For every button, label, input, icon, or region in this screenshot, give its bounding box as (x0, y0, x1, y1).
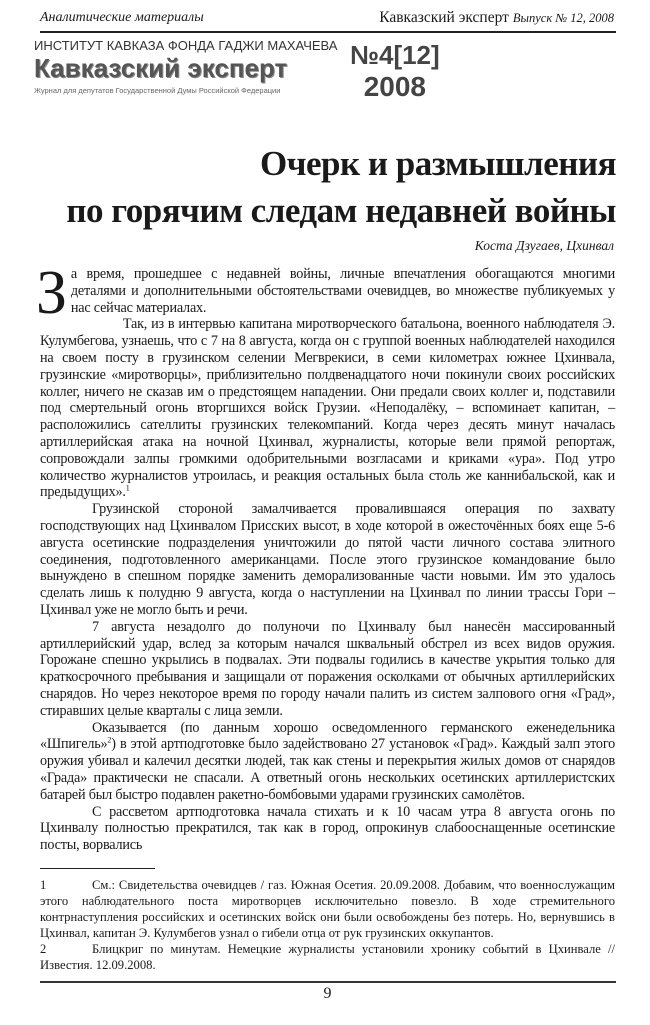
paragraph (36, 259, 615, 327)
page-number: 9 (323, 984, 332, 1002)
footnote-text: См.: Свидетельства очевидцев / газ. Южная Осетия. 20.09.2008. Добавим, что военнослужащим этого наблюдательного поста миротворцев исключительно повезло. В ходе стремительного контрнаступления российских и осетинских войск они были освобождены без потерь. Но, вернувшись в Цхинвал, капитан Э. Кулумбегов узнал о гибели отца от рук грузинских оккупантов. (40, 877, 615, 940)
paragraph-text: а время, прошедшее с недавней войны, личные впечатления обогащаются многими деталями и дополнительными обстоятельствами очевидцев, во множестве публикуемых у нас сейчас материалах. (70, 266, 615, 316)
journal-name: Кавказский эксперт (379, 9, 509, 26)
drop-cap: З (36, 259, 67, 327)
paragraph-text: ) в этой артподготовке было задействовано 27 установок «Град». Каждый залп этого оружия убивал и калечил десятки людей, так как стены и перекрытия жилых домов от снарядов «Града» практически не спасали. А ответный огонь нескольких осетинских артиллеристских батарей был быстро подавлен ракетно-бомбовыми ударами грузинских самолётов. (40, 736, 615, 803)
article-author: Коста Дзугаев, Цхинвал (474, 238, 614, 253)
footnote-ref[interactable]: 2 (107, 735, 112, 745)
title-line-2: по горячим следам недавней войны (66, 191, 616, 230)
paragraph: 7 августа незадолго до полуночи по Цхинвалу был нанесён массированный артиллерийский удар, вслед за которым начался шквальный обстрел из всех видов оружия. Горожане спешно укрылись в подвалах. Эти подвалы годились в качестве укрытия только для краткосрочного пребывания и защищали от поражения осколками от обычных артиллерийских снарядов. Но через некоторое время по городу начали палить из систем залпового огня «Град», стиравших целые кварталы с лица земли. (40, 618, 615, 719)
footnote-ref[interactable]: 1 (125, 483, 130, 493)
footnote-rule (40, 868, 155, 869)
issue-label: Выпуск № 12, 2008 (512, 11, 614, 25)
paragraph: Грузинской стороной замалчивается провалившаяся операция по захвату господствующих над Цхинвалом Присских высот, в ходе которой в ожесточённых боях еще 5-6 августа осетинские подразделения уничтожили до пятой части личного состава элитного соединения, подготовленного американцами. После этого грузинское командование было вынуждено в спешном порядке заменить деморализованные части новыми. Им это удалось сделать лишь к полудню 9 августа, когда о наступлении на Цхинвал по линии трассы Гори – Цхинвал уже не могло быть и речи. (40, 501, 615, 618)
issue-number: №4[12] (350, 40, 440, 70)
masthead-name: Кавказский эксперт (34, 53, 288, 83)
running-header-section: Аналитические материалы (40, 10, 204, 25)
footnotes (40, 877, 615, 973)
footnote-text: Блицкриг по минутам. Немецкие журналисты установили хронику событий в Цхинвале // Известия. 12.09.2008. (40, 941, 615, 972)
paragraph: С рассветом артподготовка начала стихать и к 10 часам утра 8 августа огонь по Цхинвалу полностью прекратился, так как в город, опрокинув слабооснащенные осетинские посты, ворвались (40, 803, 615, 854)
title-line-1: Очерк и размышления (260, 144, 616, 183)
paragraph-text: Так, из в интервью капитана миротворческого батальона, военного наблюдателя Э. Кулумбегова, узнаешь, что с 7 на 8 августа, когда он с группой военных наблюдателей находился на своем посту в грузинском селении Мегврекиси, в семи километрах южнее Цхинвала, грузинские «миротворцы», приблизительно полдвенадцатого ночи покинули своих российских коллег, ничего не сказав им о предстоящем нападении. Они предали своих коллег и, подставили под смертельный огонь вторгшихся войск Грузии. «Неподалёку, – вспоминает капитан, – расположились сателлиты грузинских телекомпаний. Когда через десять минут началась артиллерийская атака на ночной Цхинвал, журналисты, которые вели прямой репортаж, сопровождали залпы громкими одобрительными возгласами и криками «ура». Под утро количество журналистов утроилась, и реакция остальных была столь же каннибальской, как и предыдущих». (40, 316, 615, 501)
footnote-number: 1 (40, 877, 47, 892)
masthead-institute: ИНСТИТУТ КАВКАЗА ФОНДА ГАДЖИ МАХАЧЕВА (34, 38, 338, 53)
paragraph (40, 720, 615, 804)
footnote (40, 941, 615, 973)
paragraph (40, 316, 615, 501)
issue-year: 2008 (363, 71, 426, 102)
article-body (36, 259, 615, 854)
page-content (36, 0, 615, 1025)
masthead-subtitle: Журнал для депутатов Государственной Думы Российской Федерации (34, 86, 281, 95)
footnote-number: 2 (40, 941, 47, 956)
paragraph-text: Оказывается (по данным хорошо осведомленного германского еженедельника «Шпигель» (40, 719, 615, 753)
footnote (40, 877, 615, 941)
